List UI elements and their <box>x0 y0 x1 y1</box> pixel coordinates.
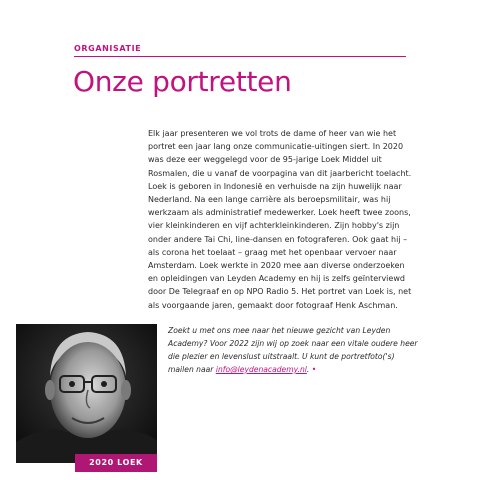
header-divider <box>74 56 406 57</box>
callout-end: . <box>306 365 310 374</box>
article-body: Elk jaar presenteren we vol trots de dame of heer van wie het portret een jaar lang onze communicatie-uitingen siert. In 2020 was deze eer weggelegd voor de 95-jarige Loek Middel uit Rosmalen, die u vanaf de voorpagina van dit jaarbericht toelacht. Loek is geboren in Indonesië en verhuisde na zijn huwelijk naar Nederland. Na een lange carrière als beroepsmilitair, was hij werkzaam als administratief medewerker. Loek heeft twee zoons, vier kleinkinderen en vijf achterkleinkinderen. Zijn hobby's zijn onder andere Tai Chi, line-dansen en fotograferen. Ook gaat hij – als corona het toelaat – graag met het openbaar vervoer naar Amsterdam. Loek werkte in 2020 mee aan diverse onderzoeken en opleidingen van Leyden Academy en hij is zelfs geïnterviewd door De Telegraaf en op NPO Radio 5. Het portret van Loek is, net als voorgaande jaren, gemaakt door fotograaf Henk Aschman. <box>148 129 412 310</box>
bullet-icon: • <box>311 365 317 374</box>
portrait-photo <box>16 324 157 463</box>
portrait-badge: 2020 LOEK <box>75 454 157 472</box>
callout-message: Zoekt u met ons mee naar het nieuwe gezicht van Leyden Academy? Voor 2022 zijn wij op zoek naar een vitale oudere heer die plezier en levenslust uitstraalt. U kunt de portretfoto('s) mailen naar <box>168 326 418 374</box>
portrait-image <box>16 324 157 463</box>
page-title: Onze portretten <box>73 65 292 98</box>
section-label: ORGANISATIE <box>74 44 142 53</box>
callout-text <box>168 324 418 376</box>
email-link[interactable]: info@leydenacademy.nl <box>215 365 307 374</box>
